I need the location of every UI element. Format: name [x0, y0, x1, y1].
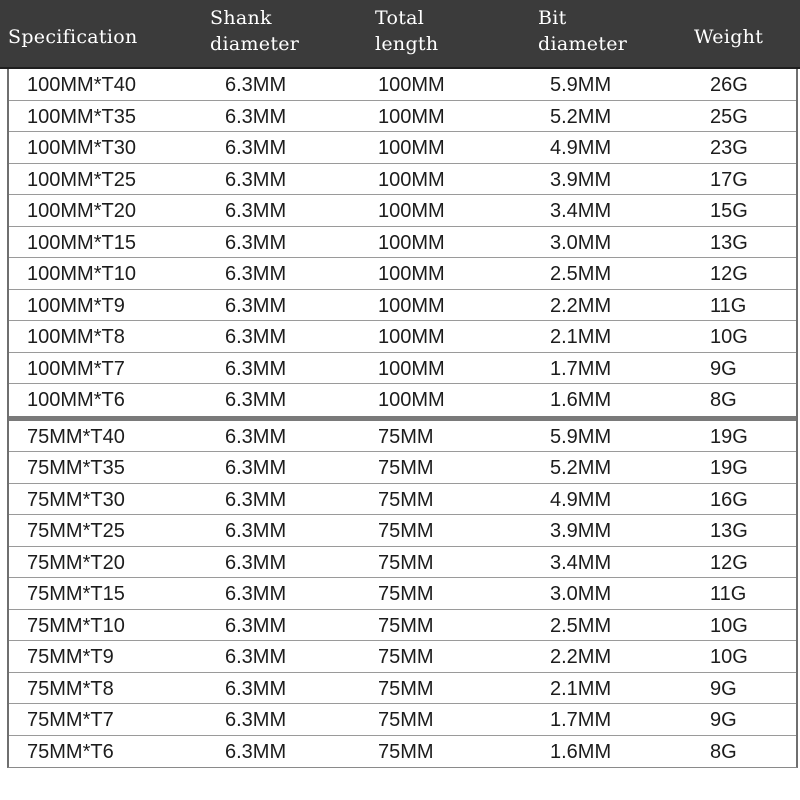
cell-total-length: 75MM: [378, 457, 434, 479]
cell-shank-diameter: 6.3MM: [225, 294, 287, 317]
cell-specification: 100MM*T9: [27, 294, 125, 317]
header-weight: [694, 24, 763, 50]
cell-specification: 100MM*T30: [27, 137, 136, 159]
cell-weight: 9G: [710, 357, 737, 380]
cell-weight: 25G: [710, 105, 748, 128]
cell-weight: 23G: [710, 137, 748, 159]
cell-weight: 10G: [710, 646, 748, 668]
cell-bit-diameter: 3.9MM: [550, 520, 612, 542]
cell-total-length: 75MM: [378, 583, 434, 605]
table-row: [9, 384, 796, 416]
cell-bit-diameter: 4.9MM: [550, 137, 612, 159]
cell-specification: 75MM*T25: [27, 520, 125, 542]
cell-total-length: 100MM: [378, 294, 445, 317]
cell-weight: 12G: [710, 551, 748, 574]
cell-shank-diameter: 6.3MM: [225, 200, 287, 222]
cell-weight: 10G: [710, 614, 748, 637]
cell-specification: 100MM*T6: [27, 389, 125, 411]
cell-specification: 75MM*T15: [27, 583, 125, 605]
cell-total-length: 75MM: [378, 740, 434, 763]
table-row: [9, 101, 796, 133]
table-row: [9, 736, 796, 768]
cell-shank-diameter: 6.3MM: [225, 457, 287, 479]
table-row: [9, 227, 796, 259]
group-75mm: [9, 421, 796, 768]
cell-total-length: 100MM: [378, 200, 445, 222]
cell-specification: 75MM*T8: [27, 677, 114, 700]
cell-shank-diameter: 6.3MM: [225, 357, 287, 380]
cell-bit-diameter: 3.4MM: [550, 200, 612, 222]
header-shank-line1: Shank: [210, 7, 272, 29]
cell-total-length: 75MM: [378, 425, 434, 448]
cell-specification: 100MM*T25: [27, 168, 136, 191]
table-row: [9, 641, 796, 673]
cell-total-length: 100MM: [378, 74, 445, 96]
cell-specification: 75MM*T6: [27, 740, 114, 763]
cell-weight: 19G: [710, 425, 748, 448]
cell-total-length: 75MM: [378, 646, 434, 668]
table-row: [9, 673, 796, 705]
cell-shank-diameter: 6.3MM: [225, 709, 287, 731]
cell-bit-diameter: 5.9MM: [550, 74, 612, 96]
cell-bit-diameter: 1.6MM: [550, 389, 612, 411]
header-total-line2: length: [375, 33, 439, 55]
cell-shank-diameter: 6.3MM: [225, 646, 287, 668]
cell-shank-diameter: 6.3MM: [225, 520, 287, 542]
cell-weight: 10G: [710, 326, 748, 348]
cell-shank-diameter: 6.3MM: [225, 326, 287, 348]
cell-shank-diameter: 6.3MM: [225, 168, 287, 191]
cell-shank-diameter: 6.3MM: [225, 740, 287, 763]
table-header: [0, 0, 800, 69]
header-specification: [8, 24, 138, 50]
cell-shank-diameter: 6.3MM: [225, 137, 287, 159]
cell-weight: 13G: [710, 231, 748, 254]
cell-bit-diameter: 2.1MM: [550, 326, 612, 348]
cell-bit-diameter: 2.2MM: [550, 294, 612, 317]
cell-bit-diameter: 3.0MM: [550, 583, 612, 605]
cell-weight: 13G: [710, 520, 748, 542]
table-row: [9, 69, 796, 101]
cell-shank-diameter: 6.3MM: [225, 74, 287, 96]
table-row: [9, 195, 796, 227]
cell-specification: 75MM*T35: [27, 457, 125, 479]
cell-weight: 15G: [710, 200, 748, 222]
table-row: [9, 452, 796, 484]
table-row: [9, 704, 796, 736]
table-row: [9, 321, 796, 353]
header-specification-label: Specification: [8, 26, 138, 48]
table-row: [9, 610, 796, 642]
cell-shank-diameter: 6.3MM: [225, 551, 287, 574]
cell-total-length: 100MM: [378, 105, 445, 128]
cell-shank-diameter: 6.3MM: [225, 488, 287, 511]
table-row: [9, 515, 796, 547]
cell-weight: 11G: [710, 294, 747, 317]
cell-weight: 11G: [710, 583, 747, 605]
cell-shank-diameter: 6.3MM: [225, 389, 287, 411]
group-100mm: [9, 69, 796, 416]
cell-total-length: 100MM: [378, 231, 445, 254]
table-row: [9, 484, 796, 516]
cell-total-length: 100MM: [378, 168, 445, 191]
cell-total-length: 75MM: [378, 614, 434, 637]
cell-weight: 8G: [710, 740, 737, 763]
spec-table: [7, 69, 798, 768]
cell-total-length: 75MM: [378, 520, 434, 542]
cell-specification: 100MM*T35: [27, 105, 136, 128]
cell-shank-diameter: 6.3MM: [225, 263, 287, 285]
cell-bit-diameter: 5.2MM: [550, 457, 612, 479]
table-row: [9, 421, 796, 453]
cell-bit-diameter: 3.9MM: [550, 168, 612, 191]
cell-shank-diameter: 6.3MM: [225, 614, 287, 637]
header-weight-label: Weight: [694, 26, 764, 48]
cell-bit-diameter: 2.1MM: [550, 677, 612, 700]
cell-weight: 26G: [710, 74, 748, 96]
cell-bit-diameter: 2.5MM: [550, 263, 612, 285]
cell-weight: 17G: [710, 168, 748, 191]
cell-weight: 8G: [710, 389, 737, 411]
header-total-length: [375, 5, 438, 57]
cell-specification: 75MM*T7: [27, 709, 114, 731]
cell-bit-diameter: 5.2MM: [550, 105, 612, 128]
header-bit-diameter: [538, 5, 627, 57]
cell-total-length: 75MM: [378, 488, 434, 511]
table-row: [9, 258, 796, 290]
table-row: [9, 132, 796, 164]
cell-bit-diameter: 1.7MM: [550, 709, 612, 731]
cell-bit-diameter: 2.2MM: [550, 646, 612, 668]
cell-total-length: 100MM: [378, 357, 445, 380]
cell-specification: 100MM*T7: [27, 357, 125, 380]
table-row: [9, 547, 796, 579]
header-shank-diameter: [210, 5, 299, 57]
header-bit-line2: diameter: [538, 33, 628, 55]
cell-total-length: 100MM: [378, 326, 445, 348]
cell-total-length: 100MM: [378, 389, 445, 411]
cell-shank-diameter: 6.3MM: [225, 231, 287, 254]
cell-shank-diameter: 6.3MM: [225, 105, 287, 128]
cell-specification: 75MM*T20: [27, 551, 125, 574]
cell-shank-diameter: 6.3MM: [225, 583, 287, 605]
cell-specification: 100MM*T10: [27, 263, 136, 285]
cell-weight: 9G: [710, 677, 737, 700]
cell-specification: 100MM*T15: [27, 231, 136, 254]
cell-weight: 12G: [710, 263, 748, 285]
cell-specification: 75MM*T40: [27, 425, 125, 448]
cell-bit-diameter: 1.6MM: [550, 740, 612, 763]
cell-bit-diameter: 4.9MM: [550, 488, 612, 511]
table-row: [9, 353, 796, 385]
cell-total-length: 100MM: [378, 263, 445, 285]
cell-total-length: 75MM: [378, 709, 434, 731]
cell-bit-diameter: 3.0MM: [550, 231, 612, 254]
cell-bit-diameter: 3.4MM: [550, 551, 612, 574]
cell-bit-diameter: 5.9MM: [550, 425, 612, 448]
cell-specification: 75MM*T30: [27, 488, 125, 511]
header-total-line1: Total: [375, 7, 425, 29]
cell-specification: 100MM*T20: [27, 200, 136, 222]
cell-bit-diameter: 2.5MM: [550, 614, 612, 637]
cell-specification: 75MM*T9: [27, 646, 114, 668]
cell-specification: 100MM*T8: [27, 326, 125, 348]
table-row: [9, 578, 796, 610]
cell-total-length: 75MM: [378, 677, 434, 700]
cell-shank-diameter: 6.3MM: [225, 677, 287, 700]
cell-total-length: 75MM: [378, 551, 434, 574]
cell-shank-diameter: 6.3MM: [225, 425, 287, 448]
cell-specification: 100MM*T40: [27, 74, 136, 96]
header-shank-line2: diameter: [210, 33, 300, 55]
cell-weight: 16G: [710, 488, 748, 511]
cell-total-length: 100MM: [378, 137, 445, 159]
cell-bit-diameter: 1.7MM: [550, 357, 612, 380]
cell-specification: 75MM*T10: [27, 614, 125, 637]
header-bit-line1: Bit: [538, 7, 567, 29]
table-row: [9, 290, 796, 322]
cell-weight: 9G: [710, 709, 737, 731]
table-row: [9, 164, 796, 196]
cell-weight: 19G: [710, 457, 748, 479]
